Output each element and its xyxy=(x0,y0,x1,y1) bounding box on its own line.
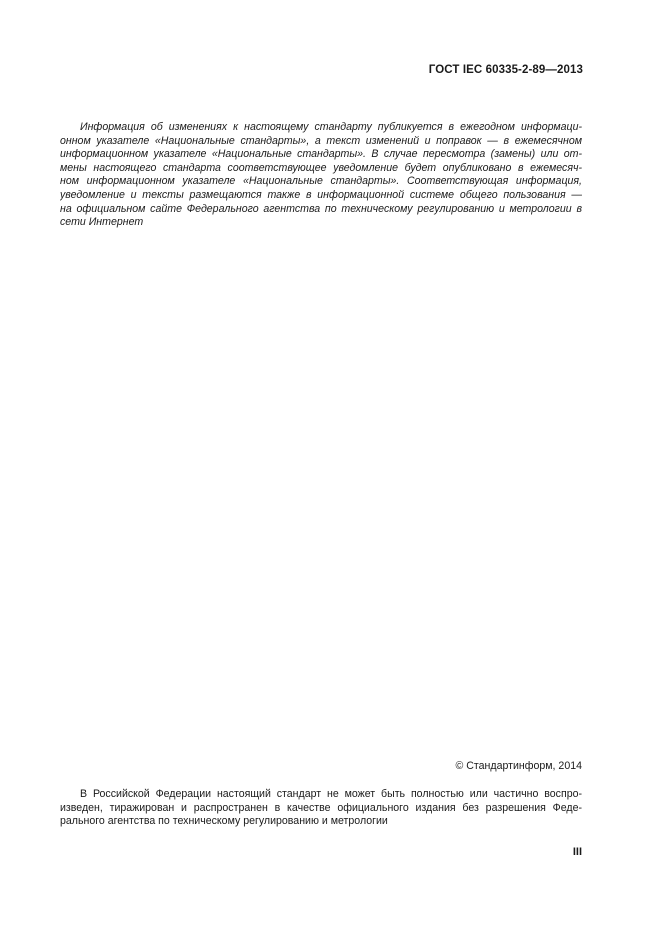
amendments-info-paragraph xyxy=(60,121,582,230)
paragraph-line: В Российской Федерации настоящий стандарт не может быть полностью или частично воспро- xyxy=(80,788,582,800)
paragraph-line: на официальном сайте Федерального агентства по техническому регулированию и метрологии в xyxy=(60,202,582,215)
reproduction-rights-paragraph xyxy=(60,788,582,829)
paragraph-line: уведомление и тексты размещаются также в информационной системе общего пользования — xyxy=(60,188,582,201)
page-number: III xyxy=(572,846,582,858)
paragraph-line: сети Интернет xyxy=(60,216,144,229)
paragraph-line: изведен, тиражирован и распространен в качестве официального издания без разрешения Феде- xyxy=(60,801,582,814)
paragraph-line: информационном указателе «Национальные стандарты». В случае пересмотра (замены) или от- xyxy=(60,148,582,161)
paragraph-line: Информация об изменениях к настоящему стандарту публикуется в ежегодном информаци- xyxy=(80,121,582,133)
paragraph-line: онном указателе «Национальные стандарты», а текст изменений и поправок — в ежемесячном xyxy=(60,134,582,147)
document-code-header: ГОСТ IEC 60335-2-89—2013 xyxy=(428,64,583,76)
paragraph-line: рального агентства по техническому регулированию и метрологии xyxy=(60,815,388,828)
paragraph-line: ном информационном указателе «Национальные стандарты». Соответствующая информация, xyxy=(60,175,582,188)
copyright-notice: © Стандартинформ, 2014 xyxy=(455,760,582,772)
paragraph-line: мены настоящего стандарта соответствующее уведомление будет опубликовано в ежемесяч- xyxy=(60,161,582,174)
